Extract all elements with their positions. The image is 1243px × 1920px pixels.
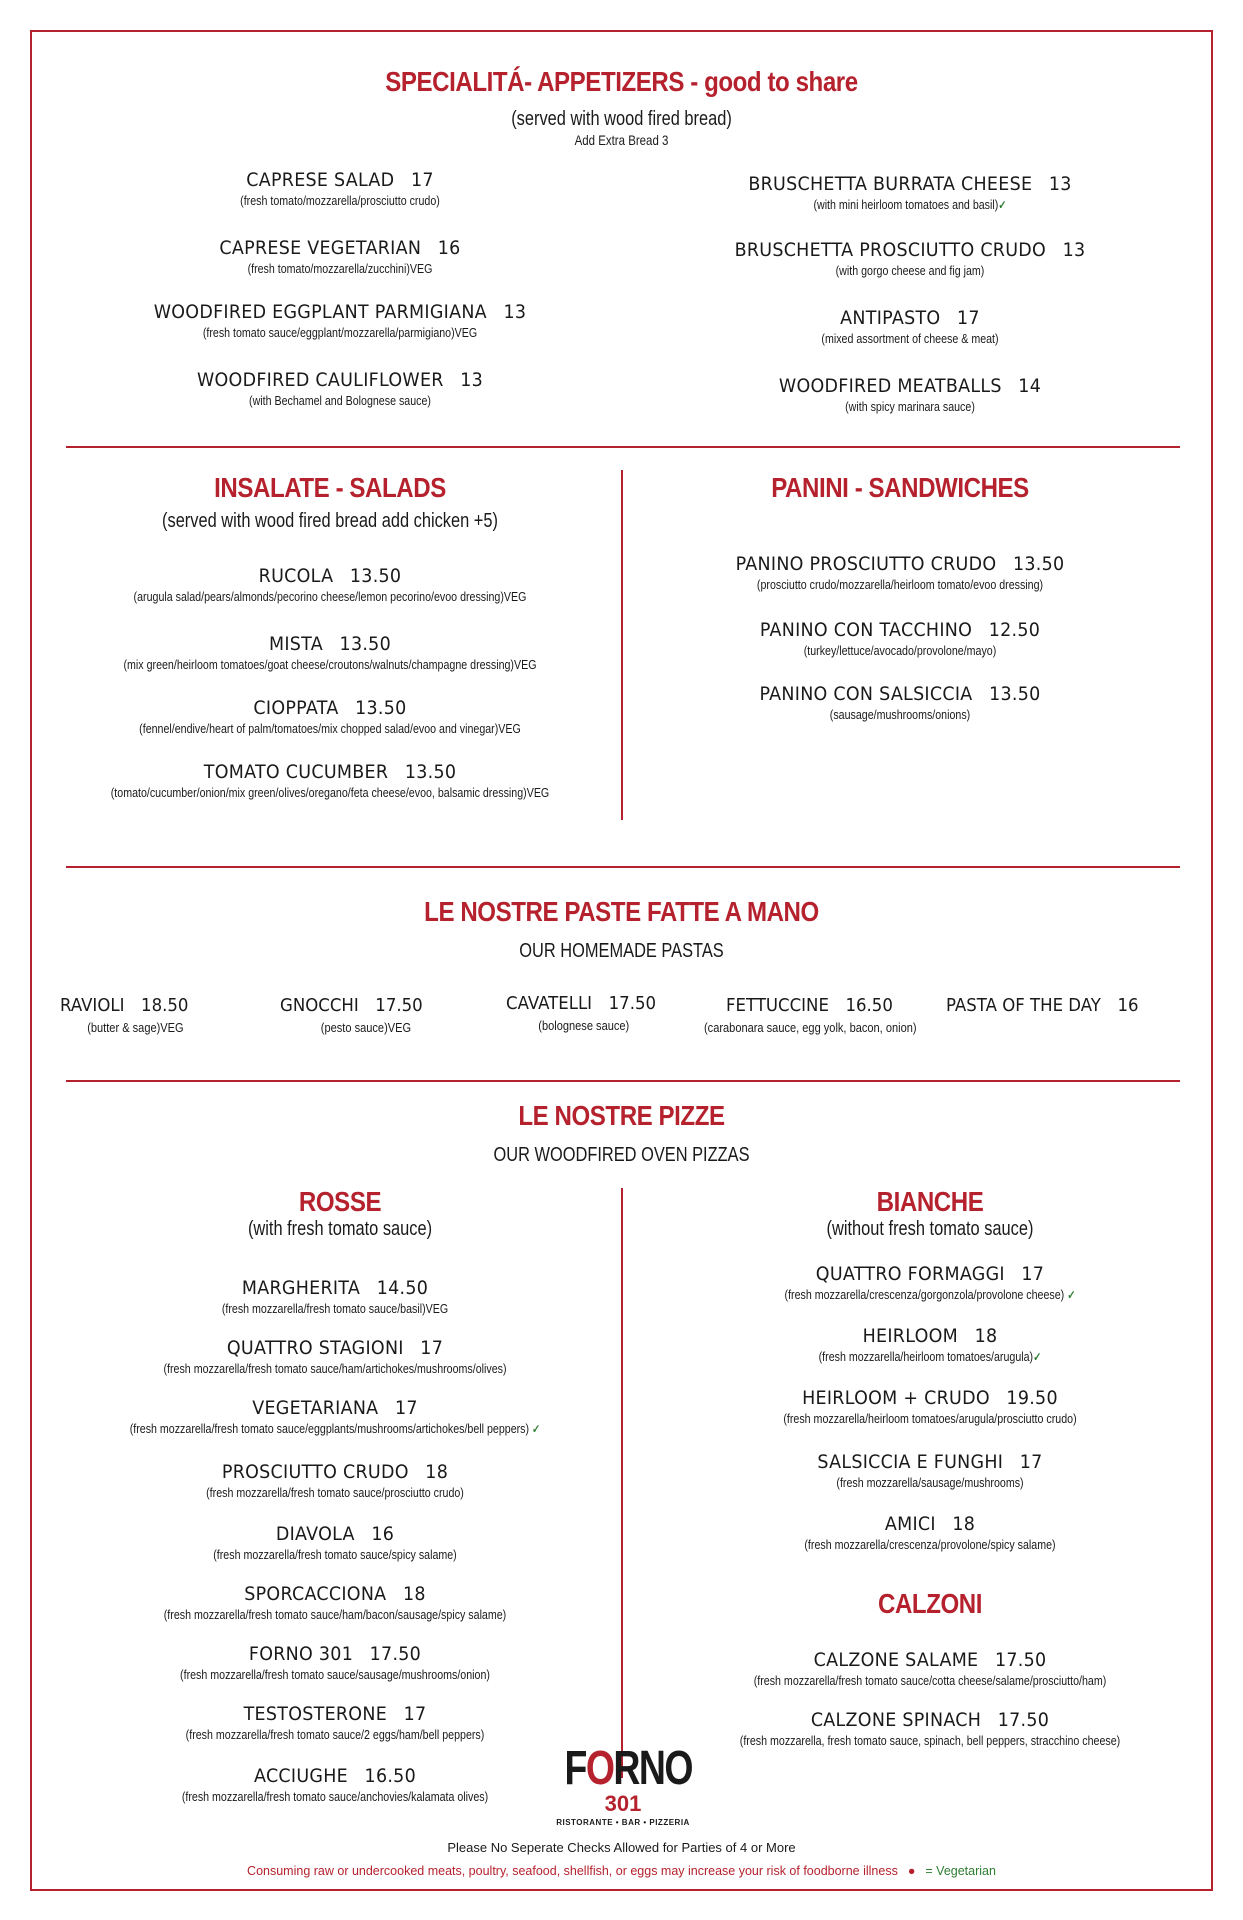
item-price: 17 xyxy=(410,169,434,191)
item-price: 16 xyxy=(371,1523,395,1545)
item-desc: (fresh mozzarella/crescenza/gorgonzola/provolone cheese) xyxy=(784,1287,1065,1302)
item-price: 16.50 xyxy=(364,1765,416,1787)
item-name: QUATTRO FORMAGGI xyxy=(815,1263,1005,1285)
menu-item xyxy=(640,1324,1220,1366)
logo-text: F xyxy=(564,1742,586,1795)
item-price: 16.50 xyxy=(845,995,893,1016)
pasta-title: LE NOSTRE PASTE FATTE A MANO xyxy=(424,896,819,927)
item-name: BRUSCHETTA BURRATA CHEESE xyxy=(748,173,1033,195)
item-price: 18 xyxy=(402,1583,426,1605)
vegetarian-legend: = Vegetarian xyxy=(925,1864,996,1878)
item-name: RUCOLA xyxy=(258,565,334,587)
menu-item xyxy=(30,1702,640,1744)
item-price: 16 xyxy=(437,237,461,259)
forno-301-logo xyxy=(548,1744,698,1834)
item-name: PROSCIUTTO CRUDO xyxy=(221,1461,409,1483)
section-divider xyxy=(66,446,1180,448)
menu-item xyxy=(640,1708,1220,1750)
pizza-title: LE NOSTRE PIZZE xyxy=(518,1100,725,1131)
item-price: 17 xyxy=(394,1397,418,1419)
item-name: CAPRESE SALAD xyxy=(246,169,395,191)
item-desc: (fresh mozzarella/fresh tomato sauce/eggplants/mushrooms/artichokes/bell peppers) xyxy=(129,1421,530,1436)
item-desc: (with spicy marinara sauce) xyxy=(845,399,975,414)
item-price: 14 xyxy=(1018,375,1042,397)
panini-title: PANINI - SANDWICHES xyxy=(771,472,1029,503)
item-desc: (fresh tomato/mozzarella/zucchini)VEG xyxy=(247,261,433,276)
menu-item xyxy=(640,552,1160,594)
item-desc: (fresh mozzarella/fresh tomato sauce/ham/bacon/sausage/spicy salame) xyxy=(163,1607,507,1622)
item-name: CALZONE SALAME xyxy=(813,1649,979,1671)
bianche-title: BIANCHE xyxy=(876,1186,984,1217)
rosse-subtitle: (with fresh tomato sauce) xyxy=(247,1218,433,1240)
item-name: SALSICCIA E FUNGHI xyxy=(817,1451,1004,1473)
item-desc: (fennel/endive/heart of palm/tomatoes/mix chopped salad/evoo and vinegar)VEG xyxy=(139,721,521,736)
item-name: CAPRESE VEGETARIAN xyxy=(219,237,422,259)
item-price: 13 xyxy=(460,369,484,391)
menu-item xyxy=(640,1450,1220,1492)
section-divider xyxy=(66,866,1180,868)
item-name: ANTIPASTO xyxy=(840,307,941,329)
calzoni-title: CALZONI xyxy=(877,1588,983,1619)
item-price: 13.50 xyxy=(989,683,1041,705)
item-price: 13 xyxy=(503,301,527,323)
item-price: 13.50 xyxy=(1012,553,1065,575)
menu-item xyxy=(40,632,620,674)
item-name: HEIRLOOM + CRUDO xyxy=(802,1387,990,1409)
item-name: PANINO PROSCIUTTO CRUDO xyxy=(735,553,997,575)
item-desc: (sausage/mushrooms/onions) xyxy=(829,707,971,722)
item-desc: (fresh mozzarella/heirloom tomatoes/arugula/prosciutto crudo) xyxy=(783,1411,1077,1426)
item-price: 13 xyxy=(1048,173,1072,195)
item-desc: (carabonara sauce, egg yolk, bacon, onion) xyxy=(704,1020,917,1035)
item-price: 13.50 xyxy=(355,697,407,719)
item-desc: (with mini heirloom tomatoes and basil) xyxy=(813,197,999,212)
item-desc: (arugula salad/pears/almonds/pecorino cheese/lemon pecorino/evoo dressing)VEG xyxy=(133,589,527,604)
item-desc: (fresh mozzarella/heirloom tomatoes/arugula) xyxy=(818,1349,1034,1364)
item-price: 18 xyxy=(952,1513,976,1535)
item-name: QUATTRO STAGIONI xyxy=(226,1337,404,1359)
item-price: 17 xyxy=(403,1703,427,1725)
menu-item xyxy=(640,1262,1220,1304)
column-divider xyxy=(621,470,623,820)
menu-item xyxy=(640,682,1160,724)
menu-item xyxy=(640,618,1160,660)
item-desc: (fresh mozzarella/fresh tomato sauce/spicy salame) xyxy=(213,1547,457,1562)
item-price: 13.50 xyxy=(349,565,402,587)
vegetarian-dot-icon: ● xyxy=(907,1864,916,1878)
menu-item xyxy=(946,994,1155,1018)
menu-item xyxy=(100,236,580,278)
logo-tagline: RISTORANTE • BAR • PIZZERIA xyxy=(556,1818,690,1827)
item-name: CAVATELLI xyxy=(506,993,593,1014)
menu-item xyxy=(640,1648,1220,1690)
menu-item xyxy=(30,1522,640,1564)
logo-number: 301 xyxy=(604,1791,642,1816)
item-price: 17 xyxy=(1021,1263,1045,1285)
salads-subtitle: (served with wood fired bread add chicken +5) xyxy=(162,510,498,532)
item-price: 18 xyxy=(425,1461,449,1483)
item-price: 14.50 xyxy=(376,1277,429,1299)
vegetarian-icon: ✓ xyxy=(1067,1288,1076,1302)
item-name: DIAVOLA xyxy=(275,1523,355,1545)
item-desc: (with gorgo cheese and fig jam) xyxy=(835,263,985,278)
item-price: 17.50 xyxy=(369,1643,422,1665)
menu-item xyxy=(60,994,205,1038)
item-desc: (mixed assortment of cheese & meat) xyxy=(821,331,999,346)
item-desc: (with Bechamel and Bolognese sauce) xyxy=(249,393,431,408)
item-desc: (turkey/lettuce/avocado/provolone/mayo) xyxy=(803,643,997,658)
item-price: 13.50 xyxy=(339,633,391,655)
menu-item xyxy=(40,760,620,802)
item-desc: (tomato/cucumber/onion/mix green/olives/oregano/feta cheese/evoo, balsamic dressing)VEG xyxy=(110,785,550,800)
menu-item xyxy=(100,168,580,210)
menu-item xyxy=(670,374,1150,416)
item-price: 17.50 xyxy=(375,995,423,1016)
menu-item xyxy=(280,994,435,1038)
item-name: MARGHERITA xyxy=(241,1277,361,1299)
item-name: SPORCACCIONA xyxy=(244,1583,387,1605)
item-desc: (bolognese sauce) xyxy=(538,1018,630,1033)
item-price: 13.50 xyxy=(404,761,457,783)
item-name: PANINO CON SALSICCIA xyxy=(759,683,973,705)
item-desc: (fresh mozzarella/fresh tomato sauce/anchovies/kalamata olives) xyxy=(181,1789,489,1804)
menu-item xyxy=(670,238,1150,280)
item-desc: (prosciutto crudo/mozzarella/heirloom tomato/evoo dressing) xyxy=(756,577,1044,592)
foodborne-warning xyxy=(0,1864,1243,1878)
menu-item xyxy=(30,1396,640,1438)
vegetarian-icon: ✓ xyxy=(1033,1350,1042,1364)
menu-item xyxy=(100,368,580,410)
item-desc: (fresh mozzarella, fresh tomato sauce, spinach, bell peppers, stracchino cheese) xyxy=(739,1733,1121,1748)
item-price: 17 xyxy=(957,307,980,329)
item-name: WOODFIRED CAULIFLOWER xyxy=(196,369,444,391)
item-name: CIOPPATA xyxy=(253,697,339,719)
item-name: PANINO CON TACCHINO xyxy=(759,619,973,641)
item-price: 17.50 xyxy=(994,1649,1047,1671)
item-price: 12.50 xyxy=(988,619,1041,641)
item-name: GNOCCHI xyxy=(280,995,359,1016)
item-price: 17 xyxy=(1019,1451,1043,1473)
item-price: 17 xyxy=(420,1337,444,1359)
item-desc: (butter & sage)VEG xyxy=(87,1020,184,1035)
item-price: 18 xyxy=(974,1325,998,1347)
menu-item xyxy=(670,306,1150,348)
appetizers-extra-bread: Add Extra Bread 3 xyxy=(574,132,669,148)
item-desc: (fresh mozzarella/sausage/mushrooms) xyxy=(836,1475,1024,1490)
salads-title: INSALATE - SALADS xyxy=(214,472,446,503)
logo-text: RNO xyxy=(613,1742,692,1795)
item-name: ACCIUGHE xyxy=(254,1765,348,1787)
item-desc: (pesto sauce)VEG xyxy=(320,1020,412,1035)
item-desc: (fresh tomato sauce/eggplant/mozzarella/parmigiano)VEG xyxy=(202,325,478,340)
item-desc: (fresh mozzarella/fresh tomato sauce/2 eggs/ham/bell peppers) xyxy=(185,1727,485,1742)
menu-item xyxy=(704,994,954,1038)
menu-item xyxy=(30,1460,640,1502)
item-name: TOMATO CUCUMBER xyxy=(203,761,389,783)
section-divider xyxy=(66,1080,1180,1082)
item-desc: (fresh mozzarella/fresh tomato sauce/cotta cheese/salame/prosciutto/ham) xyxy=(753,1673,1107,1688)
item-desc: (fresh mozzarella/fresh tomato sauce/prosciutto crudo) xyxy=(206,1485,464,1500)
appetizers-title: SPECIALITÁ- APPETIZERS - good to share xyxy=(385,66,858,97)
item-price: 13 xyxy=(1062,239,1086,261)
menu-item xyxy=(30,1582,640,1624)
bianche-subtitle: (without fresh tomato sauce) xyxy=(826,1218,1034,1240)
item-name: HEIRLOOM xyxy=(862,1325,959,1347)
item-name: PASTA OF THE DAY xyxy=(946,995,1101,1016)
item-name: FETTUCCINE xyxy=(726,995,829,1016)
item-name: TESTOSTERONE xyxy=(243,1703,388,1725)
pizza-subtitle: OUR WOODFIRED OVEN PIZZAS xyxy=(493,1144,750,1166)
menu-item xyxy=(30,1276,640,1318)
item-name: WOODFIRED MEATBALLS xyxy=(778,375,1002,397)
item-price: 19.50 xyxy=(1006,1387,1058,1409)
item-name: WOODFIRED EGGPLANT PARMIGIANA xyxy=(153,301,487,323)
checks-notice: Please No Seperate Checks Allowed for Parties of 4 or More xyxy=(447,1840,796,1855)
item-desc: (fresh mozzarella/fresh tomato sauce/ham/artichokes/mushrooms/olives) xyxy=(163,1361,507,1376)
item-name: BRUSCHETTA PROSCIUTTO CRUDO xyxy=(734,239,1047,261)
appetizers-subtitle: (served with wood fired bread) xyxy=(511,108,732,130)
item-desc: (fresh tomato/mozzarella/prosciutto crudo) xyxy=(240,193,440,208)
menu-item xyxy=(100,300,580,342)
menu-item xyxy=(670,172,1150,214)
item-name: AMICI xyxy=(884,1513,936,1535)
menu-item xyxy=(506,992,669,1036)
menu-item xyxy=(640,1512,1220,1554)
item-price: 17.50 xyxy=(997,1709,1050,1731)
menu-item xyxy=(40,696,620,738)
item-name: RAVIOLI xyxy=(60,995,125,1016)
menu-item xyxy=(30,1336,640,1378)
vegetarian-icon: ✓ xyxy=(532,1422,541,1436)
item-name: FORNO 301 xyxy=(248,1643,354,1665)
item-name: VEGETARIANA xyxy=(252,1397,379,1419)
item-price: 17.50 xyxy=(608,993,657,1014)
item-name: MISTA xyxy=(269,633,323,655)
menu-item xyxy=(30,1642,640,1684)
item-desc: (fresh mozzarella/crescenza/provolone/spicy salame) xyxy=(804,1537,1056,1552)
item-desc: (mix green/heirloom tomatoes/goat cheese/croutons/walnuts/champagne dressing)VEG xyxy=(123,657,537,672)
item-name: CALZONE SPINACH xyxy=(810,1709,982,1731)
logo-text: O xyxy=(585,1742,614,1795)
vegetarian-icon: ✓ xyxy=(998,198,1007,212)
item-price: 18.50 xyxy=(141,995,189,1016)
item-desc: (fresh mozzarella/fresh tomato sauce/sausage/mushrooms/onion) xyxy=(180,1667,490,1682)
pasta-subtitle: OUR HOMEMADE PASTAS xyxy=(519,940,724,962)
menu-item xyxy=(40,564,620,606)
item-price: 16 xyxy=(1117,995,1139,1016)
warning-text: Consuming raw or undercooked meats, poultry, seafood, shellfish, or eggs may increase your risk of foodborne illness xyxy=(247,1864,898,1878)
item-desc: (fresh mozzarella/fresh tomato sauce/basil)VEG xyxy=(221,1301,449,1316)
rosse-title: ROSSE xyxy=(298,1186,382,1217)
menu-item xyxy=(640,1386,1220,1428)
